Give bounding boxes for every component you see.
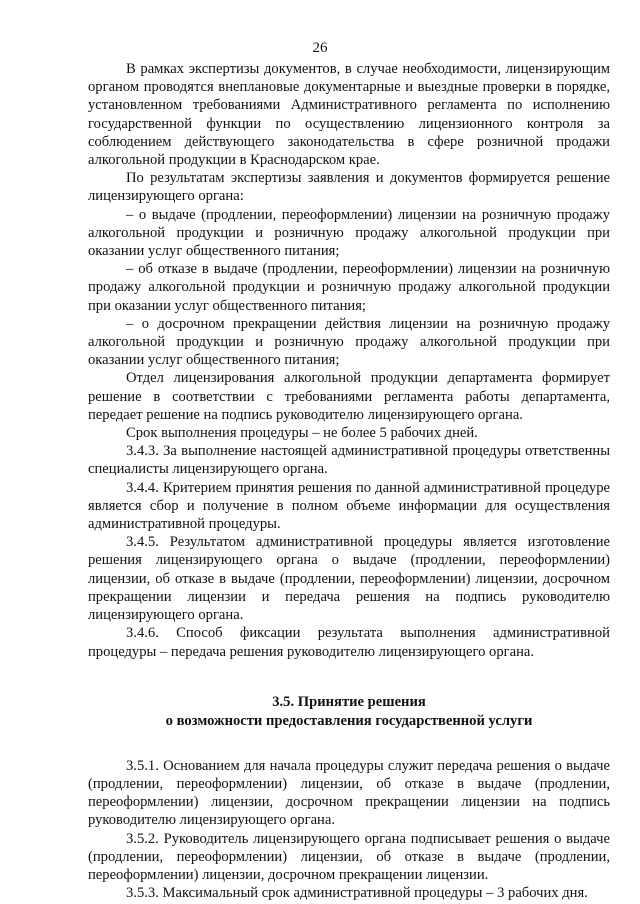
paragraph-decision-formed: По результатам экспертизы заявления и документов формируется решение лицензирующего органа: (88, 170, 610, 205)
clause-3-4-3: 3.4.3. За выполнение настоящей административной процедуры ответственны специалисты лицензирующего органа. (88, 443, 610, 478)
clause-3-4-5: 3.4.5. Результатом административной процедуры является изготовление решения лицензирующего органа о выдаче (продлении, переоформлении) лицензии, об отказе в выдаче (продлении, переоформлении) лицензии, досрочном прекращении лицензии и передача решения на подпись руководителю лицензирующего органа. (88, 534, 610, 624)
clause-3-4-4: 3.4.4. Критерием принятия решения по данной административной процедуре является сбор и получение в полном объеме информации для осуществления административной процедуры. (88, 479, 610, 533)
paragraph-procedure-deadline: Срок выполнения процедуры – не более 5 рабочих дней. (126, 425, 478, 442)
page-number: 26 (312, 40, 328, 56)
section-heading (88, 693, 610, 731)
section-heading-line-1: 3.5. Принятие решения (272, 693, 426, 710)
list-item-issue-license: – о выдаче (продлении, переоформлении) лицензии на розничную продажу алкогольной продукции и розничную продажу алкогольной продукции при оказании услуг общественного питания; (88, 206, 610, 260)
clause-3-5-2: 3.5.2. Руководитель лицензирующего органа подписывает решения о выдаче (продлении, переоформлении) лицензии, об отказе в выдаче (продлении, переоформлении) лицензии, досрочном прекращении лицензии. (88, 830, 610, 883)
section-heading-line-2: о возможности предоставления государственной услуги (165, 712, 533, 729)
clause-3-4-6: 3.4.6. Способ фиксации результата выполнения административной процедуры – передача решения руководителю лицензирующего органа. (88, 625, 610, 660)
clause-3-5-3: 3.5.3. Максимальный срок административной процедуры – 3 рабочих дня. (126, 885, 588, 902)
paragraph-licensing-department: Отдел лицензирования алкогольной продукции департамента формирует решение в соответствии с требованиями регламента работы департамента, передает решение на подпись руководителю лицензирующего органа. (88, 370, 610, 423)
list-item-early-termination: – о досрочном прекращении действия лицензии на розничную продажу алкогольной продукции и розничную продажу алкогольной продукции при оказании услуг общественного питания; (88, 315, 610, 369)
paragraph-expertise-inspections: В рамках экспертизы документов, в случае необходимости, лицензирующим органом проводятся внеплановые документарные и выездные проверки в порядке, установленном требованиями Административного регламента по исполнению государственной функции по осуществлению лицензионного контроля за соблюдением действующего законодательства в сфере розничной продажи алкогольной продукции в Краснодарском крае. (88, 61, 610, 169)
clause-3-5-1: 3.5.1. Основанием для начала процедуры служит передача решения о выдаче (продлении, переоформлении) лицензии, об отказе в выдаче (продлении, переоформлении) лицензии, досрочном прекращении лицензии на подпись руководителю лицензирующего органа. (88, 757, 610, 829)
list-item-refuse-license: – об отказе в выдаче (продлении, переоформлении) лицензии на розничную продажу алкогольной продукции и розничную продажу алкогольной продукции при оказании услуг общественного питания; (88, 261, 610, 314)
document-body (88, 60, 610, 902)
